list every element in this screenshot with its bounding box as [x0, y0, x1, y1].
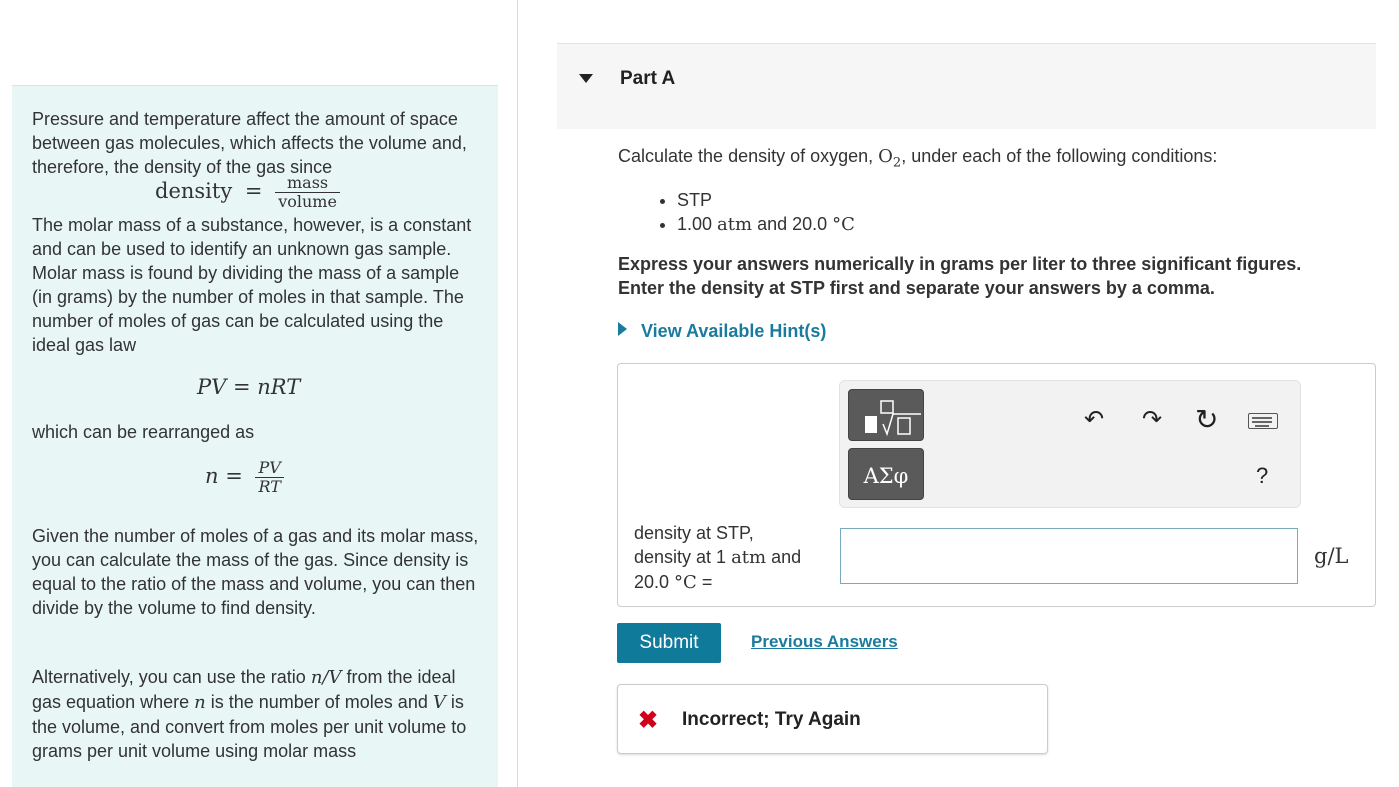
incorrect-icon: ✖ — [638, 707, 659, 734]
list-item: • STP — [677, 188, 855, 212]
intro-panel — [12, 85, 498, 787]
submit-button[interactable]: Submit — [617, 623, 721, 663]
intro-paragraph-2: The molar mass of a substance, however, is a constant and can be used to identify an unknown gas sample. Molar mass is found by dividing the mass of a sample (in grams) by the number of moles in that sample. The number of moles of gas can be calculated using the ideal gas law — [32, 215, 472, 355]
question-text: Calculate the density of oxygen, $O_2$, under each of the following conditions: — [618, 146, 1218, 171]
moles-fraction: $\frac{PV}{RT}$ — [255, 459, 283, 496]
reset-icon[interactable]: ↻ — [1195, 404, 1219, 435]
answer-box — [617, 363, 1376, 607]
conditions-list — [655, 188, 855, 237]
part-title: Part A — [620, 68, 676, 89]
moles-equation: n = $\frac{PV}{RT}$ — [205, 459, 284, 496]
collapse-arrow-icon[interactable] — [579, 74, 593, 83]
feedback-text: Incorrect; Try Again — [682, 709, 861, 730]
intro-paragraph-1: Pressure and temperature affect the amount of space between gas molecules, which affects the volume and, therefore, the density of the gas since — [32, 109, 467, 177]
redo-icon[interactable]: ↷ — [1142, 406, 1163, 433]
answer-input[interactable] — [840, 528, 1298, 584]
column-divider — [517, 0, 518, 787]
templates-button[interactable] — [848, 389, 924, 441]
expand-arrow-icon — [618, 322, 627, 336]
intro-paragraph-5: Alternatively, you can use the ratio n/V from the ideal gas equation where n is the number of moles and V is the volume, and convert from moles per unit volume to grams per unit volume using molar mass — [32, 667, 467, 761]
help-icon[interactable]: ? — [1256, 463, 1269, 488]
density-equation: density = $\frac{\text{mass}}{\text{volume}}$ — [155, 174, 340, 211]
undo-icon[interactable]: ↶ — [1084, 406, 1105, 433]
greek-symbols-button[interactable]: ΑΣφ — [848, 448, 924, 500]
math-toolbar — [839, 380, 1301, 508]
part-a-header[interactable] — [557, 43, 1376, 129]
list-item: • 1.00 atm and 20.0 °C — [677, 212, 855, 237]
intro-paragraph-4: Given the number of moles of a gas and its molar mass, you can calculate the mass of the gas. Since density is equal to the ratio of the mass and volume, you can then divide by the volume to find density. — [32, 526, 479, 618]
ideal-gas-law: PV = nRT — [197, 375, 301, 399]
previous-answers-link[interactable]: Previous Answers — [751, 632, 898, 651]
view-hints-link[interactable]: View Available Hint(s) — [618, 321, 826, 342]
feedback-box — [617, 684, 1048, 754]
unit-label: g/L — [1314, 544, 1349, 568]
templates-icon — [849, 390, 925, 442]
answer-instructions: Express your answers numerically in grams per liter to three significant figures. Enter the density at STP first and separate your answers by a comma. — [618, 254, 1302, 298]
intro-paragraph-3: which can be rearranged as — [32, 422, 255, 442]
answer-label: density at STP, density at 1 atm and 20.0 °C = — [634, 523, 802, 593]
keyboard-icon[interactable] — [1248, 413, 1278, 429]
density-fraction: $\frac{\text{mass}}{\text{volume}}$ — [275, 174, 340, 211]
